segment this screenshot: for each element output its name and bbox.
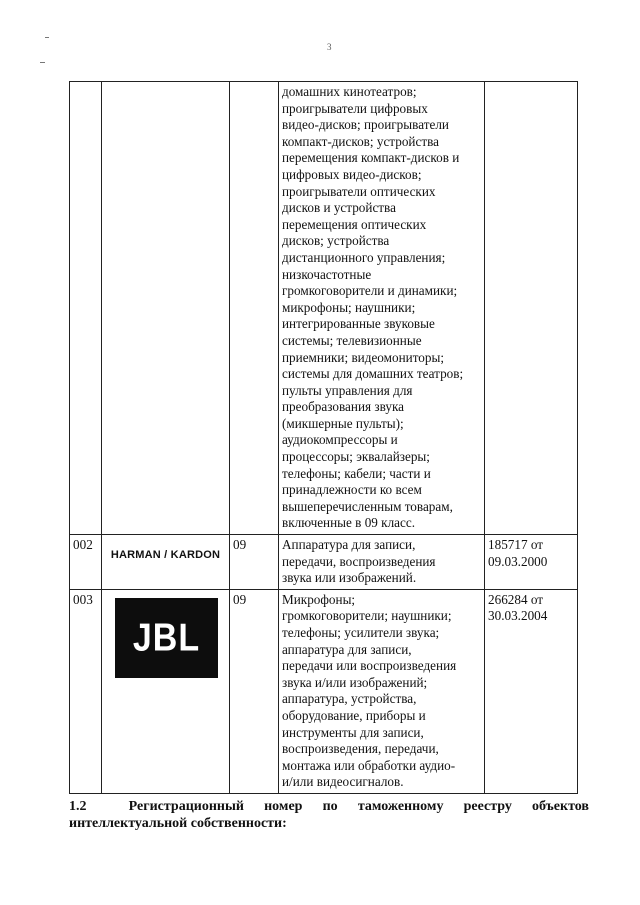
- section-word: таможенному: [357, 799, 444, 814]
- trademark-table: [69, 81, 578, 794]
- trademark-table-body: [70, 82, 578, 794]
- section-word: Регистрационный: [128, 799, 244, 814]
- goods-cell: [279, 589, 485, 793]
- word-mark: HARMAN / KARDON: [110, 549, 221, 562]
- class-cell: 09: [230, 589, 279, 793]
- section-word: реестру: [463, 799, 512, 814]
- goods-cell: [279, 82, 485, 535]
- section-heading-line2: интеллектуальной собственности:: [69, 816, 287, 831]
- scan-mark-top: [45, 37, 49, 38]
- jbl-logo: [115, 598, 218, 678]
- table-row: [70, 82, 578, 535]
- section-number: 1.2: [69, 799, 87, 814]
- row-number: 002: [70, 535, 102, 590]
- section-heading-line1: [69, 798, 589, 815]
- class-cell: 09: [230, 535, 279, 590]
- goods-text: Аппаратура для записи, передачи, воспроизведения звука или изображений.: [282, 537, 436, 586]
- scan-mark-left: [40, 62, 45, 63]
- section-heading: [69, 798, 589, 832]
- registration-cell: [485, 589, 578, 793]
- trademark-cell: [102, 535, 230, 590]
- goods-text: домашних кинотеатров; проигрыватели цифровых видео-дисков; проигрыватели компакт-дисков; устройства перемещения компакт-дисков и цифровых видео-дисков; проигрыватели оптических дисков и устройства перемещения оптических дисков; устройства дистанционного управления; низкочастотные громкоговорители и динамики; микрофоны; наушники; интегрированные звуковые системы; телевизионные приемники; видеомониторы; системы для домашних театров; пульты управления для преобразования звука (микшерные пульты); аудиокомпрессоры и процессоры; эквалайзеры; телефоны; кабели; части и принадлежности ко всем вышеперечисленным товарам, включенные в 09 класс.: [282, 84, 464, 531]
- section-word: объектов: [531, 799, 589, 814]
- table-row: [70, 535, 578, 590]
- row-number: 003: [70, 589, 102, 793]
- goods-text: Микрофоны; громкоговорители; наушники; телефоны; усилители звука; аппаратура для записи, передачи или воспроизведения звука и/или изображений; аппаратура, устройства, оборудование, приборы и инструменты для записи, воспроизведения, передачи, монтажа или обработки аудио- и/или видеосигналов.: [282, 591, 457, 790]
- trademark-cell: [102, 82, 230, 535]
- goods-cell: [279, 535, 485, 590]
- section-word: по: [322, 799, 338, 814]
- class-cell: [230, 82, 279, 535]
- logo-lettering: JBL: [132, 615, 201, 660]
- registration-text: 266284 от 30.03.2004: [488, 591, 548, 624]
- registration-cell: [485, 535, 578, 590]
- table-row: [70, 589, 578, 793]
- row-number: [70, 82, 102, 535]
- registration-cell: [485, 82, 578, 535]
- page-number: 3: [327, 42, 332, 52]
- section-word: номер: [264, 799, 303, 814]
- registration-text: 185717 от 09.03.2000: [488, 537, 548, 569]
- trademark-cell: [102, 589, 230, 793]
